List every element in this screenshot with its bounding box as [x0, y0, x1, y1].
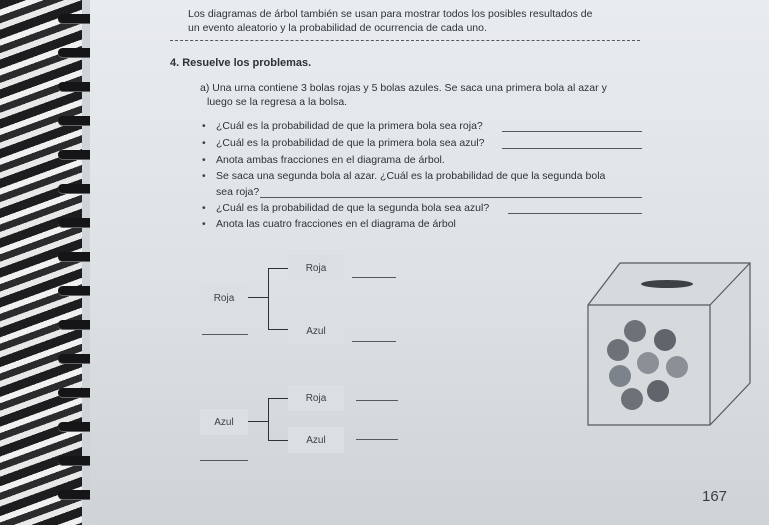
question-1: • ¿Cuál es la probabilidad de que la primera bola sea roja? — [216, 120, 483, 132]
tree-branch — [248, 421, 268, 422]
tree-branch — [268, 268, 269, 329]
textbook-page — [90, 0, 769, 525]
tree-node-first-azul: Azul — [200, 409, 248, 435]
tree-branch — [268, 398, 288, 399]
question-4-cont: sea roja? — [216, 186, 260, 198]
ball — [666, 356, 688, 378]
tree-branch — [248, 297, 268, 298]
answer-blank-4[interactable] — [508, 213, 642, 214]
problem-a-line-1: a) Una urna contiene 3 bolas rojas y 5 bolas azules. Se saca una primera bola al azar y — [200, 82, 607, 94]
fraction-blank[interactable] — [352, 277, 396, 278]
question-6: • Anota las cuatro fracciones en el diagrama de árbol — [216, 218, 456, 230]
page-number: 167 — [702, 488, 728, 505]
ball — [647, 380, 669, 402]
intro-divider — [170, 40, 640, 41]
fraction-blank[interactable] — [202, 334, 248, 335]
ball — [654, 329, 676, 351]
question-2: • ¿Cuál es la probabilidad de que la primera bola sea azul? — [216, 137, 485, 149]
tree-node-second-top-azul: Azul — [288, 318, 344, 344]
answer-blank-1[interactable] — [502, 131, 642, 132]
question-4: • Se saca una segunda bola al azar. ¿Cuál es la probabilidad de que la segunda bola — [216, 170, 605, 182]
fraction-blank[interactable] — [356, 439, 398, 440]
answer-blank-3[interactable] — [260, 197, 642, 198]
section-heading: 4. Resuelve los problemas. — [170, 57, 312, 69]
notebook-spiral-background — [0, 0, 82, 525]
ball — [621, 388, 643, 410]
ball — [607, 339, 629, 361]
tree-branch — [268, 440, 288, 441]
tree-node-second-top-roja: Roja — [288, 255, 344, 281]
question-3: • Anota ambas fracciones en el diagrama de árbol. — [216, 154, 445, 166]
fraction-blank[interactable] — [352, 341, 396, 342]
ball — [624, 320, 646, 342]
tree-branch — [268, 268, 288, 269]
fraction-blank[interactable] — [356, 400, 398, 401]
answer-blank-2[interactable] — [502, 148, 642, 149]
ball — [637, 352, 659, 374]
tree-branch — [268, 329, 288, 330]
ball — [609, 365, 631, 387]
intro-line-1: Los diagramas de árbol también se usan para mostrar todos los posibles resultados de — [188, 8, 593, 20]
tree-node-second-bottom-roja: Roja — [288, 385, 344, 411]
tree-node-first-roja: Roja — [200, 285, 248, 311]
tree-branch — [268, 398, 269, 440]
urn-cube-illustration — [580, 255, 760, 430]
question-5: • ¿Cuál es la probabilidad de que la segunda bola sea azul? — [216, 202, 489, 214]
fraction-blank[interactable] — [200, 460, 248, 461]
urn-slot — [641, 280, 693, 288]
tree-node-second-bottom-azul: Azul — [288, 427, 344, 453]
intro-line-2: un evento aleatorio y la probabilidad de ocurrencia de cada uno. — [188, 22, 487, 34]
problem-a-line-2: luego se la regresa a la bolsa. — [207, 96, 348, 108]
